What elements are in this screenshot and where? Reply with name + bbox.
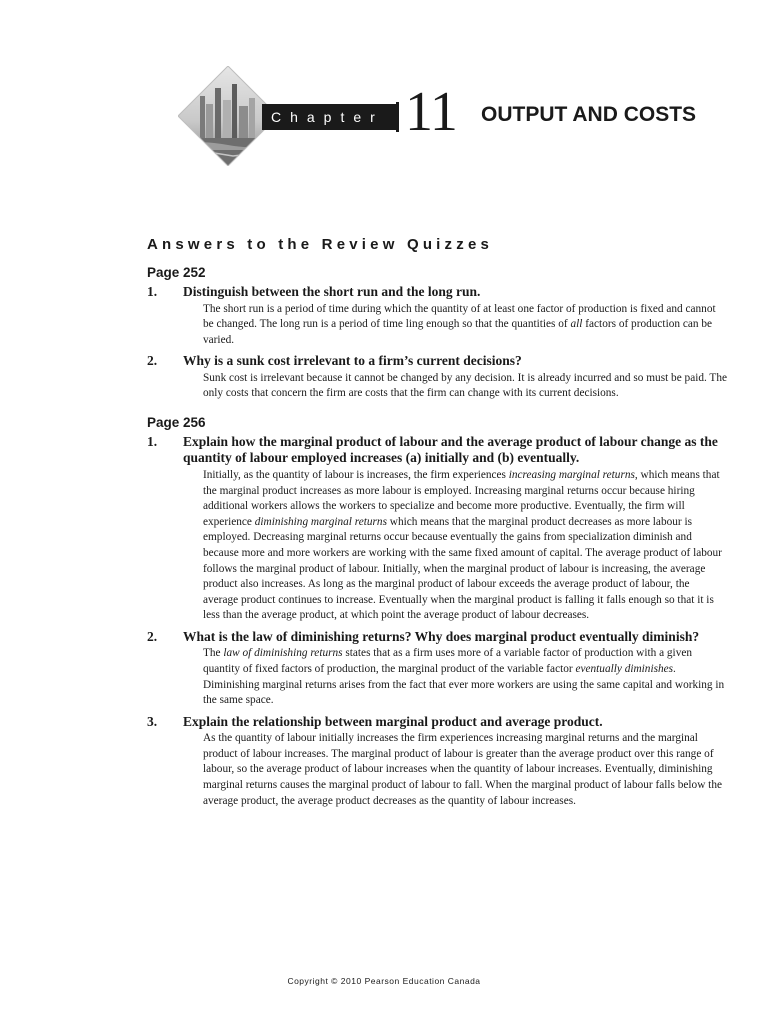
answer-emphasis: increasing marginal returns bbox=[508, 468, 635, 481]
answer-segment: The bbox=[203, 647, 224, 660]
chapter-label: Chapter bbox=[262, 104, 396, 130]
answer-segment: Initially, as the quantity of labour is increases, the firm experiences bbox=[203, 468, 509, 481]
page-section bbox=[147, 264, 727, 402]
question-number: 2. bbox=[147, 353, 158, 369]
question-number: 1. bbox=[147, 284, 158, 299]
question-text: What is the law of diminishing returns? Why does marginal product eventually diminish? bbox=[183, 628, 700, 644]
answer-segment: which means that the marginal product decreases as more labour is employed. Decreasing marginal returns occur because eventually the gains from specialization diminish and because more and more workers are working with the same fixed amount of capital. The average product of labour follows the marginal product of labour. Initially, when the marginal product of labour is increasing, the average product also increases. As long as the marginal product of labour exceeds the average product of labour, the average product continues to increase. Eventually when the marginal product is falling it falls enough so that it is less than the average product, at which point the average product of labour decreases. bbox=[203, 515, 722, 622]
question-number: 2. bbox=[147, 628, 158, 644]
quiz-question bbox=[147, 353, 727, 370]
quiz-question bbox=[147, 629, 727, 646]
answer-text bbox=[203, 646, 727, 708]
question-number: 3. bbox=[147, 713, 158, 729]
answer-text bbox=[203, 468, 727, 624]
question-text: Distinguish between the short run and the long run. bbox=[183, 284, 481, 299]
page-label: Page 256 bbox=[147, 414, 206, 430]
answer-emphasis: law of diminishing returns bbox=[223, 647, 343, 660]
answer-emphasis: eventually diminishes bbox=[575, 663, 674, 675]
page-section bbox=[147, 414, 727, 809]
quiz-answers bbox=[147, 264, 727, 821]
quiz-question bbox=[147, 284, 727, 301]
answer-segment: As the quantity of labour initially increases the firm experiences increasing marginal returns and the marginal product of labour increases. The marginal product of labour is greater than the average product over this range of labour, so the average product of labour increases when the quantity of labour increases. Eventually, diminishing marginal returns causes the marginal product of labour to fall. When the marginal product of labour falls below the average product, the average product decreases as the quantity of labour increases. bbox=[203, 732, 722, 807]
answer-emphasis: diminishing marginal returns bbox=[254, 515, 387, 528]
quiz-question bbox=[147, 714, 727, 731]
answer-segment: The short run is a period of time during which the quantity of at least one factor of production is fixed and cannot be changed. The long run is a period of time ling enough so that the quantities of bbox=[203, 302, 716, 331]
answer-segment: Sunk cost is irrelevant because it cannot be changed by any decision. It is already incurred and so must be paid. The only costs that concern the firm are costs that the firm can change with its current decisions. bbox=[203, 371, 727, 400]
answer-text bbox=[203, 302, 727, 349]
section-heading: Answers to the Review Quizzes bbox=[147, 236, 494, 253]
page-label: Page 252 bbox=[147, 265, 206, 280]
answer-segment: factors of production can be varied. bbox=[203, 318, 712, 346]
chapter-number: 11 bbox=[405, 81, 457, 143]
answer-emphasis: all bbox=[570, 318, 583, 331]
answer-segment: , which means that the marginal product increases as more labour is employed. Increasing marginal returns occur because hiring additional workers allows the workers to specialize and become more productive. Eventually, the firm will experience bbox=[203, 468, 720, 528]
answer-segment: states that as a firm uses more of a variable factor of production with a given quantity of fixed factors of production, the marginal product of the variable factor bbox=[203, 647, 693, 675]
copyright-footer: Copyright © 2010 Pearson Education Canada bbox=[287, 976, 481, 986]
chapter-title: OUTPUT AND COSTS bbox=[481, 103, 697, 126]
question-text: Explain the relationship between marginal product and average product. bbox=[183, 713, 603, 729]
answer-text bbox=[203, 371, 727, 402]
question-number: 1. bbox=[147, 433, 158, 449]
chapter-bar-divider bbox=[396, 102, 399, 132]
answer-segment: . Diminishing marginal returns arises from the fact that ever more workers are using the same capital and working in the same space. bbox=[203, 663, 725, 707]
question-text: Explain how the marginal product of labour and the average product of labour change as the quantity of labour employed increases (a) initially and (b) eventually. bbox=[183, 433, 718, 466]
answer-text bbox=[203, 731, 727, 809]
question-text: Why is a sunk cost irrelevant to a firm’s current decisions? bbox=[183, 353, 522, 369]
quiz-question bbox=[147, 434, 727, 467]
